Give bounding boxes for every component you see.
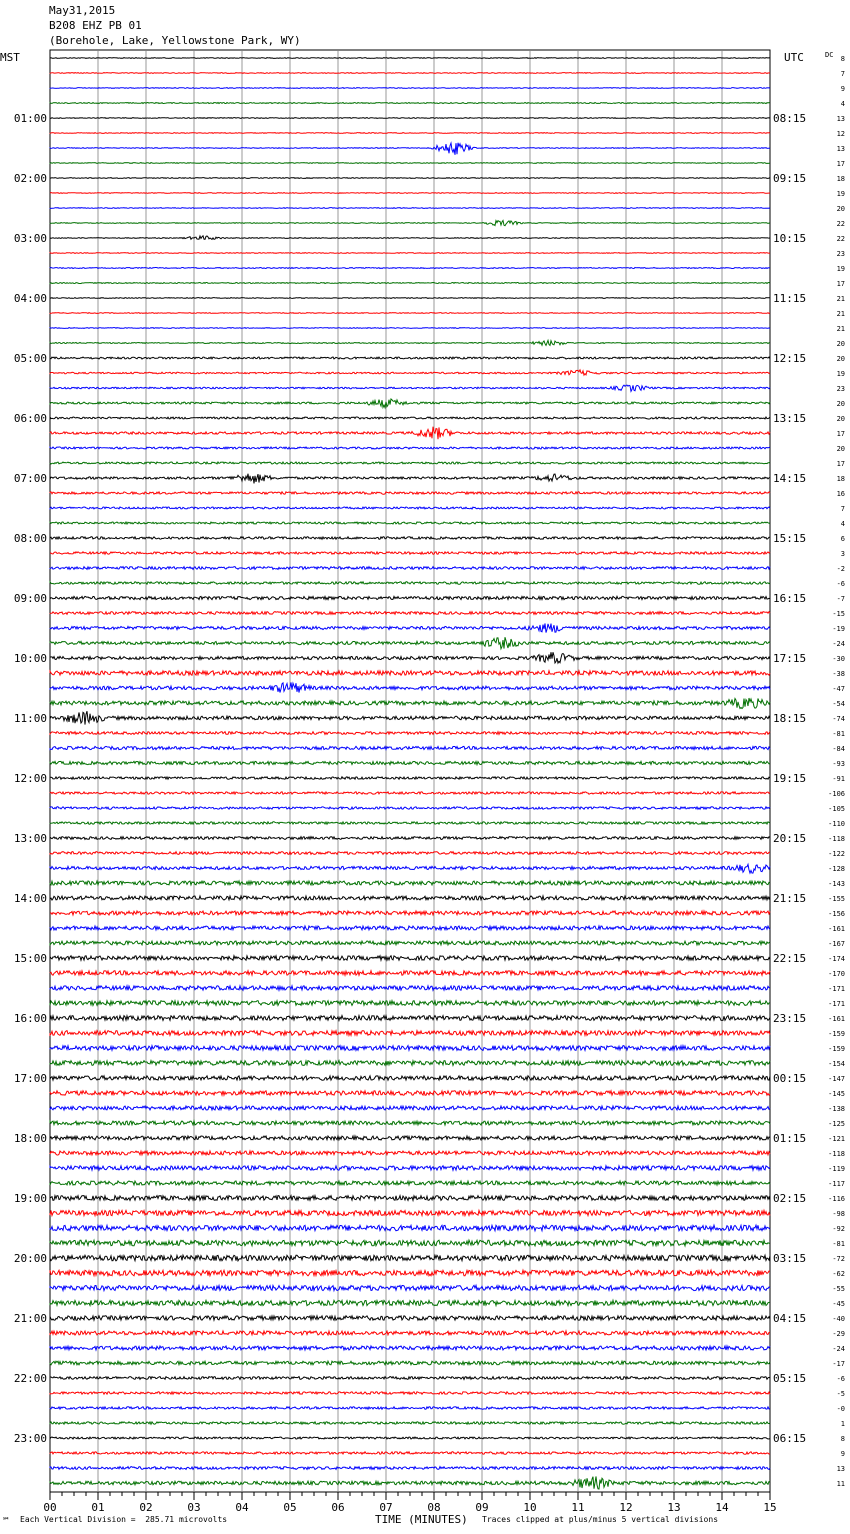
dc-offset-value: 22 bbox=[836, 220, 845, 228]
trace-line bbox=[50, 193, 770, 194]
trace-line bbox=[50, 221, 770, 226]
trace-line bbox=[50, 1061, 770, 1066]
utc-hour-label: 14:15 bbox=[773, 472, 807, 485]
scale-note: Each Vertical Division = 285.71 microvolts bbox=[20, 1515, 228, 1524]
trace-line bbox=[50, 1001, 770, 1006]
trace-line bbox=[50, 1151, 770, 1155]
trace-line bbox=[50, 1270, 770, 1276]
trace-line bbox=[50, 447, 770, 449]
utc-hour-label: 02:15 bbox=[773, 1192, 807, 1205]
trace-line bbox=[50, 1452, 770, 1454]
trace-line bbox=[50, 522, 770, 524]
trace-line bbox=[50, 1091, 770, 1095]
dc-offset-value: 17 bbox=[836, 280, 845, 288]
mst-hour-label: 13:00 bbox=[13, 832, 47, 845]
dc-offset-value: -118 bbox=[828, 835, 845, 843]
trace-line bbox=[50, 1136, 770, 1140]
dc-offset-value: -17 bbox=[832, 1360, 845, 1368]
dc-offset-value: -121 bbox=[828, 1135, 845, 1143]
dc-offset-value: -62 bbox=[832, 1270, 845, 1278]
dc-offset-value: -167 bbox=[828, 940, 845, 948]
trace-line bbox=[50, 567, 770, 570]
dc-offset-value: -81 bbox=[832, 730, 845, 738]
dc-offset-value: 19 bbox=[836, 190, 845, 198]
x-tick-label: 01 bbox=[91, 1501, 105, 1514]
dc-offset-value: -156 bbox=[828, 910, 845, 918]
trace-line bbox=[50, 777, 770, 779]
trace-line bbox=[50, 385, 770, 391]
corner-mark: ℠ bbox=[2, 1516, 11, 1525]
dc-offset-value: -74 bbox=[832, 715, 845, 723]
utc-hour-label: 06:15 bbox=[773, 1432, 807, 1445]
dc-offset-value: -24 bbox=[832, 1345, 845, 1353]
seismic-traces bbox=[50, 58, 770, 1489]
dc-offset-value: -72 bbox=[832, 1255, 845, 1263]
trace-line bbox=[50, 236, 770, 240]
mst-hour-label: 21:00 bbox=[13, 1312, 47, 1325]
trace-line bbox=[50, 1016, 770, 1021]
dc-offset-value: -155 bbox=[828, 895, 845, 903]
utc-hour-label: 19:15 bbox=[773, 772, 807, 785]
dc-offset-value: 20 bbox=[836, 445, 845, 453]
utc-hour-label: 17:15 bbox=[773, 652, 807, 665]
trace-line bbox=[50, 537, 770, 539]
x-tick-label: 04 bbox=[235, 1501, 249, 1514]
dc-offset-value: -154 bbox=[828, 1060, 845, 1068]
trace-line bbox=[50, 732, 770, 735]
trace-line bbox=[50, 822, 770, 824]
dc-offset-value: -54 bbox=[832, 700, 845, 708]
trace-line bbox=[50, 671, 770, 675]
dc-offset-label: DC bbox=[825, 51, 834, 59]
trace-line bbox=[50, 864, 770, 873]
utc-hour-label: 05:15 bbox=[773, 1372, 807, 1385]
trace-line bbox=[50, 208, 770, 209]
x-tick-label: 15 bbox=[763, 1501, 777, 1514]
dc-offset-value: 3 bbox=[840, 550, 845, 558]
dc-offset-value: 20 bbox=[836, 415, 845, 423]
utc-hour-label: 21:15 bbox=[773, 892, 807, 905]
mst-hour-label: 22:00 bbox=[13, 1372, 47, 1385]
dc-offset-value: -45 bbox=[832, 1300, 845, 1308]
dc-offset-value: 21 bbox=[836, 295, 845, 303]
x-tick-label: 03 bbox=[187, 1501, 201, 1514]
dc-offset-value: -125 bbox=[828, 1120, 845, 1128]
dc-offset-value: -55 bbox=[832, 1285, 845, 1293]
utc-axis-label: UTC bbox=[784, 51, 804, 64]
x-tick-label: 07 bbox=[379, 1501, 393, 1514]
trace-line bbox=[50, 1300, 770, 1305]
dc-offset-value: 7 bbox=[840, 70, 845, 78]
dc-offset-value: 16 bbox=[836, 490, 845, 498]
trace-line bbox=[50, 462, 770, 464]
dc-offset-value: -40 bbox=[832, 1315, 845, 1323]
dc-offset-value: 19 bbox=[836, 370, 845, 378]
trace-line bbox=[50, 837, 770, 840]
dc-offset-value: 17 bbox=[836, 460, 845, 468]
mst-hour-label: 10:00 bbox=[13, 652, 47, 665]
trace-line bbox=[50, 118, 770, 119]
dc-offset-value: 20 bbox=[836, 355, 845, 363]
trace-line bbox=[50, 1046, 770, 1051]
trace-line bbox=[50, 507, 770, 509]
dc-offset-value: 21 bbox=[836, 310, 845, 318]
trace-line bbox=[50, 807, 770, 809]
dc-offset-value: -110 bbox=[828, 820, 845, 828]
utc-hour-label: 10:15 bbox=[773, 232, 807, 245]
x-tick-label: 08 bbox=[427, 1501, 441, 1514]
trace-line bbox=[50, 746, 770, 749]
trace-line bbox=[50, 941, 770, 945]
trace-line bbox=[50, 711, 770, 724]
trace-line bbox=[50, 1240, 770, 1246]
dc-offset-value: -91 bbox=[832, 775, 845, 783]
dc-offset-value: -81 bbox=[832, 1240, 845, 1248]
dc-offset-value: 19 bbox=[836, 265, 845, 273]
dc-offset-value: -143 bbox=[828, 880, 845, 888]
dc-offset-value: 13 bbox=[836, 1465, 845, 1473]
dc-offset-value: -15 bbox=[832, 610, 845, 618]
dc-offset-value: 6 bbox=[840, 535, 845, 543]
dc-offset-value: -171 bbox=[828, 985, 845, 993]
mst-hour-label: 17:00 bbox=[13, 1072, 47, 1085]
dc-offset-value: 8 bbox=[840, 1435, 845, 1443]
trace-line bbox=[50, 399, 770, 408]
dc-offset-value: -170 bbox=[828, 970, 845, 978]
trace-line bbox=[50, 58, 770, 59]
dc-offset-value: -119 bbox=[828, 1165, 845, 1173]
mst-axis-label: MST bbox=[0, 51, 20, 64]
axis-labels bbox=[14, 55, 845, 1514]
trace-line bbox=[50, 1121, 770, 1125]
dc-offset-value: -92 bbox=[832, 1225, 845, 1233]
mst-hour-label: 16:00 bbox=[13, 1012, 47, 1025]
mst-hour-label: 20:00 bbox=[13, 1252, 47, 1265]
trace-line bbox=[50, 1255, 770, 1261]
dc-offset-value: -24 bbox=[832, 640, 845, 648]
trace-line bbox=[50, 926, 770, 930]
dc-offset-value: 4 bbox=[840, 520, 845, 528]
dc-offset-value: -38 bbox=[832, 670, 845, 678]
mst-hour-label: 23:00 bbox=[13, 1432, 47, 1445]
utc-hour-label: 18:15 bbox=[773, 712, 807, 725]
utc-hour-label: 08:15 bbox=[773, 112, 807, 125]
trace-line bbox=[50, 1361, 770, 1365]
trace-line bbox=[50, 1196, 770, 1201]
trace-line bbox=[50, 427, 770, 440]
trace-line bbox=[50, 1377, 770, 1380]
mst-hour-label: 06:00 bbox=[13, 412, 47, 425]
dc-offset-value: -6 bbox=[836, 1375, 845, 1383]
clip-note: Traces clipped at plus/minus 5 vertical divisions bbox=[482, 1515, 719, 1524]
x-tick-label: 13 bbox=[667, 1501, 681, 1514]
trace-line bbox=[50, 143, 770, 155]
trace-line bbox=[50, 328, 770, 329]
dc-offset-value: 20 bbox=[836, 400, 845, 408]
trace-line bbox=[50, 1331, 770, 1335]
trace-line bbox=[50, 492, 770, 494]
trace-line bbox=[50, 1166, 770, 1170]
utc-hour-label: 03:15 bbox=[773, 1252, 807, 1265]
mst-hour-label: 09:00 bbox=[13, 592, 47, 605]
mst-hour-label: 05:00 bbox=[13, 352, 47, 365]
utc-hour-label: 22:15 bbox=[773, 952, 807, 965]
x-tick-label: 10 bbox=[523, 1501, 537, 1514]
utc-hour-label: 09:15 bbox=[773, 172, 807, 185]
mst-hour-label: 04:00 bbox=[13, 292, 47, 305]
dc-offset-value: -138 bbox=[828, 1105, 845, 1113]
utc-hour-label: 15:15 bbox=[773, 532, 807, 545]
mst-hour-label: 02:00 bbox=[13, 172, 47, 185]
x-tick-label: 00 bbox=[43, 1501, 57, 1514]
dc-offset-value: 9 bbox=[840, 1450, 845, 1458]
station-code: B208 EHZ PB 01 bbox=[49, 19, 142, 32]
trace-line bbox=[50, 881, 770, 885]
dc-offset-value: -30 bbox=[832, 655, 845, 663]
trace-line bbox=[50, 283, 770, 284]
trace-line bbox=[50, 683, 770, 693]
trace-line bbox=[50, 1285, 770, 1290]
dc-offset-value: -117 bbox=[828, 1180, 845, 1188]
dc-offset-value: 7 bbox=[840, 505, 845, 513]
dc-offset-value: -47 bbox=[832, 685, 845, 693]
dc-offset-value: -147 bbox=[828, 1075, 845, 1083]
dc-offset-value: -174 bbox=[828, 955, 845, 963]
utc-hour-label: 00:15 bbox=[773, 1072, 807, 1085]
dc-offset-value: -5 bbox=[836, 1390, 845, 1398]
utc-hour-label: 01:15 bbox=[773, 1132, 807, 1145]
mst-hour-label: 15:00 bbox=[13, 952, 47, 965]
trace-line bbox=[50, 552, 770, 554]
trace-line bbox=[50, 73, 770, 74]
trace-line bbox=[50, 652, 770, 663]
dc-offset-value: -2 bbox=[836, 565, 845, 573]
trace-line bbox=[50, 178, 770, 179]
trace-line bbox=[50, 88, 770, 89]
trace-line bbox=[50, 1076, 770, 1080]
dc-offset-value: -98 bbox=[832, 1210, 845, 1218]
trace-line bbox=[50, 623, 770, 632]
trace-line bbox=[50, 761, 770, 764]
trace-line bbox=[50, 1476, 770, 1489]
dc-offset-value: 20 bbox=[836, 205, 845, 213]
x-axis-title: TIME (MINUTES) bbox=[375, 1513, 468, 1526]
utc-hour-label: 04:15 bbox=[773, 1312, 807, 1325]
mst-hour-label: 19:00 bbox=[13, 1192, 47, 1205]
trace-line bbox=[50, 1210, 770, 1215]
dc-offset-value: 21 bbox=[836, 325, 845, 333]
dc-offset-value: -118 bbox=[828, 1150, 845, 1158]
dc-offset-value: -161 bbox=[828, 1015, 845, 1023]
x-tick-label: 14 bbox=[715, 1501, 729, 1514]
mst-hour-label: 08:00 bbox=[13, 532, 47, 545]
trace-line bbox=[50, 298, 770, 299]
trace-line bbox=[50, 698, 770, 709]
dc-offset-value: -19 bbox=[832, 625, 845, 633]
dc-offset-value: -106 bbox=[828, 790, 845, 798]
dc-offset-value: -29 bbox=[832, 1330, 845, 1338]
trace-line bbox=[50, 986, 770, 990]
mst-hour-label: 12:00 bbox=[13, 772, 47, 785]
dc-offset-value: -0 bbox=[836, 1405, 845, 1413]
trace-line bbox=[50, 1225, 770, 1231]
trace-line bbox=[50, 1392, 770, 1394]
dc-offset-value: 13 bbox=[836, 115, 845, 123]
dc-offset-value: 18 bbox=[836, 175, 845, 183]
dc-offset-value: -7 bbox=[836, 595, 845, 603]
utc-hour-label: 11:15 bbox=[773, 292, 807, 305]
trace-line bbox=[50, 133, 770, 134]
x-tick-label: 09 bbox=[475, 1501, 489, 1514]
dc-offset-value: 8 bbox=[840, 55, 845, 63]
trace-line bbox=[50, 956, 770, 960]
trace-line bbox=[50, 253, 770, 254]
dc-offset-value: -93 bbox=[832, 760, 845, 768]
dc-offset-value: 17 bbox=[836, 430, 845, 438]
dc-offset-value: -145 bbox=[828, 1090, 845, 1098]
dc-offset-value: 1 bbox=[840, 1420, 845, 1428]
trace-line bbox=[50, 1467, 770, 1470]
trace-line bbox=[50, 612, 770, 615]
mst-hour-label: 18:00 bbox=[13, 1132, 47, 1145]
trace-line bbox=[50, 896, 770, 900]
trace-line bbox=[50, 313, 770, 314]
dc-offset-value: 18 bbox=[836, 475, 845, 483]
dc-offset-value: 11 bbox=[836, 1480, 845, 1488]
trace-line bbox=[50, 103, 770, 104]
dc-offset-value: 20 bbox=[836, 340, 845, 348]
x-tick-label: 11 bbox=[571, 1501, 585, 1514]
trace-line bbox=[50, 852, 770, 855]
dc-offset-value: 9 bbox=[840, 85, 845, 93]
dc-offset-value: 22 bbox=[836, 235, 845, 243]
trace-line bbox=[50, 1346, 770, 1350]
x-tick-label: 06 bbox=[331, 1501, 345, 1514]
trace-line bbox=[50, 1422, 770, 1424]
trace-line bbox=[50, 1407, 770, 1409]
dc-offset-value: 23 bbox=[836, 250, 845, 258]
dc-offset-value: -116 bbox=[828, 1195, 845, 1203]
dc-offset-value: -128 bbox=[828, 865, 845, 873]
record-date: May31,2015 bbox=[49, 4, 116, 17]
dc-offset-value: -6 bbox=[836, 580, 845, 588]
dc-offset-value: 23 bbox=[836, 385, 845, 393]
dc-offset-value: -161 bbox=[828, 925, 845, 933]
trace-line bbox=[50, 1181, 770, 1185]
mst-hour-label: 14:00 bbox=[13, 892, 47, 905]
x-tick-label: 12 bbox=[619, 1501, 633, 1514]
dc-offset-value: -122 bbox=[828, 850, 845, 858]
trace-line bbox=[50, 792, 770, 794]
dc-offset-value: 4 bbox=[840, 100, 845, 108]
trace-line bbox=[50, 357, 770, 359]
utc-hour-label: 23:15 bbox=[773, 1012, 807, 1025]
dc-offset-value: -84 bbox=[832, 745, 845, 753]
trace-line bbox=[50, 596, 770, 599]
trace-line bbox=[50, 417, 770, 419]
trace-line bbox=[50, 1106, 770, 1110]
dc-offset-value: -159 bbox=[828, 1045, 845, 1053]
trace-line bbox=[50, 370, 770, 375]
dc-offset-value: -159 bbox=[828, 1030, 845, 1038]
utc-hour-label: 16:15 bbox=[773, 592, 807, 605]
utc-hour-label: 13:15 bbox=[773, 412, 807, 425]
mst-hour-label: 01:00 bbox=[13, 112, 47, 125]
station-location: (Borehole, Lake, Yellowstone Park, WY) bbox=[49, 34, 301, 47]
trace-line bbox=[50, 1437, 770, 1439]
mst-hour-label: 07:00 bbox=[13, 472, 47, 485]
dc-offset-value: -171 bbox=[828, 1000, 845, 1008]
trace-line bbox=[50, 268, 770, 269]
trace-line bbox=[50, 1031, 770, 1036]
dc-offset-value: 17 bbox=[836, 160, 845, 168]
trace-line bbox=[50, 340, 770, 345]
x-tick-label: 05 bbox=[283, 1501, 297, 1514]
trace-line bbox=[50, 1316, 770, 1320]
trace-line bbox=[50, 163, 770, 164]
trace-line bbox=[50, 582, 770, 584]
mst-hour-label: 11:00 bbox=[13, 712, 47, 725]
trace-line bbox=[50, 911, 770, 915]
mst-hour-label: 03:00 bbox=[13, 232, 47, 245]
x-tick-label: 02 bbox=[139, 1501, 153, 1514]
dc-offset-value: 12 bbox=[836, 130, 845, 138]
trace-line bbox=[50, 474, 770, 484]
dc-offset-value: 13 bbox=[836, 145, 845, 153]
trace-line bbox=[50, 971, 770, 975]
utc-hour-label: 20:15 bbox=[773, 832, 807, 845]
utc-hour-label: 12:15 bbox=[773, 352, 807, 365]
dc-offset-value: -105 bbox=[828, 805, 845, 813]
plot-frame bbox=[50, 50, 770, 1492]
trace-line bbox=[50, 637, 770, 649]
